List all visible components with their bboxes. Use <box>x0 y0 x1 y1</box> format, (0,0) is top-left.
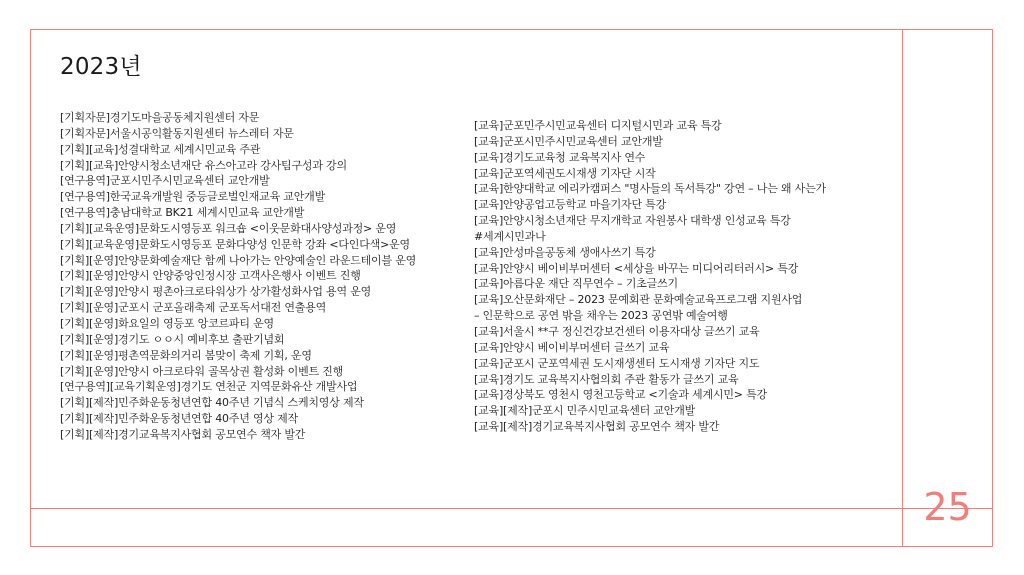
list-item: [교육]군포역세권도시재생 기자단 시작 <box>474 166 656 180</box>
list-item: [교육]안양시 베이비부머센터 글쓰기 교육 <box>474 340 670 354</box>
list-item: #세계시민과나 <box>474 229 546 243</box>
list-item: [교육]경상북도 영천시 영천고등학교 <기술과 세계시민> 특강 <box>474 388 767 402</box>
list-item: [기획][운영]안양시 평촌아크로타워상가 상가활성화사업 용역 운영 <box>60 285 372 299</box>
list-item: [교육][제작]군포시 민주시민교육센터 교안개발 <box>474 404 696 418</box>
list-item: [교육]군포시민주시민교육센터 교안개발 <box>474 134 663 148</box>
list-item: [연구용역]충남대학교 BK21 세계시민교육 교안개발 <box>60 206 305 220</box>
list-item: [교육]서울시 **구 정신건강보건센터 이용자대상 글쓰기 교육 <box>474 324 760 338</box>
activity-list-right <box>474 118 894 435</box>
list-item: [교육]한양대학교 에리카캠퍼스 "명사들의 독서특강" 강연 – 나는 왜 사는가 <box>474 182 826 196</box>
list-item: [교육]안성마을공동체 생애사쓰기 특강 <box>474 245 656 259</box>
list-item: [기획자문]서울시공익활동지원센터 뉴스레터 자문 <box>60 126 294 140</box>
list-item: [교육]안양공업고등학교 마을기자단 특강 <box>474 198 667 212</box>
list-item: [기획][교육운영]문화도시영등포 문화다양성 인문학 강좌 <다인다색>운영 <box>60 237 410 251</box>
list-item: [연구용역][교육기획운영]경기도 연천군 지역문화유산 개발사업 <box>60 380 358 394</box>
list-item: [교육]오산문화재단 – 2023 문예회관 문화예술교육프로그램 지원사업 <box>474 293 803 307</box>
frame-divider-vertical <box>902 29 903 547</box>
list-item: [기획][제작]민주화운동청년연합 40주년 기념식 스케치영상 제작 <box>60 396 364 410</box>
list-item: [연구용역]한국교육개발원 중등글로벌인재교육 교안개발 <box>60 190 325 204</box>
list-item: [기획][운영]평촌역문화의거리 봄맞이 축제 기획, 운영 <box>60 348 312 362</box>
list-item: [교육]안양시 베이비부머센터 <세상을 바꾸는 미디어리터러시> 특강 <box>474 261 799 275</box>
list-item: [기획][교육]안양시청소년재단 유스아고라 강사팀구성과 강의 <box>60 158 347 172</box>
list-item: [기획][운영]안양문화예술재단 함께 나아가는 안양예술인 라운드테이블 운영 <box>60 253 417 267</box>
page-number: 25 <box>923 485 972 529</box>
list-item: [기획자문]경기도마을공동체지원센터 자문 <box>60 111 260 124</box>
list-item: [기획][교육운영]문화도시영등포 워크숍 <이웃문화대사양성과정> 운영 <box>60 221 397 235</box>
list-item: [기획][교육]성결대학교 세계시민교육 주관 <box>60 142 261 156</box>
list-item: – 인문학으로 공연 밖을 채우는 2023 공연밖 예술여행 <box>474 309 728 323</box>
list-item: [교육]경기도교육청 교육복지사 연수 <box>474 150 646 164</box>
list-item: [교육]군포시 군포역세권 도시재생센터 도시재생 기자단 지도 <box>474 356 760 370</box>
list-item: [교육]아름다운 재단 직무연수 – 기초글쓰기 <box>474 277 678 291</box>
list-item: [기획][운영]안양시 안양중앙인정시장 고객사은행사 이벤트 진행 <box>60 269 361 283</box>
list-item: [교육][제작]경기교육복지사협회 공모연수 책자 발간 <box>474 420 720 434</box>
list-item: [기획][제작]경기교육복지사협회 공모연수 책자 발간 <box>60 427 306 441</box>
frame-divider-horizontal <box>30 508 993 509</box>
activity-list-left <box>60 110 470 443</box>
list-item: [기획][운영]경기도 ㅇㅇ시 예비후보 출판기념회 <box>60 332 285 346</box>
list-item: [기획][운영]군포시 군포올래축제 군포독서대전 연출용역 <box>60 301 327 315</box>
list-item: [기획][운영]화요일의 영등포 앙코르파티 운영 <box>60 316 274 330</box>
list-item: [교육]군포민주시민교육센터 디지털시민과 교육 특강 <box>474 119 722 132</box>
list-item: [연구용역]군포시민주시민교육센터 교안개발 <box>60 174 270 188</box>
list-item: [교육]경기도 교육복지사협의회 주관 활동가 글쓰기 교육 <box>474 372 739 386</box>
list-item: [기획][운영]안양시 아크로타워 골목상권 활성화 이벤트 진행 <box>60 364 344 378</box>
list-item: [교육]안양시청소년재단 무지개학교 자원봉사 대학생 인성교육 특강 <box>474 214 791 228</box>
page-title: 2023년 <box>60 54 142 80</box>
list-item: [기획][제작]민주화운동청년연합 40주년 영상 제작 <box>60 412 298 426</box>
